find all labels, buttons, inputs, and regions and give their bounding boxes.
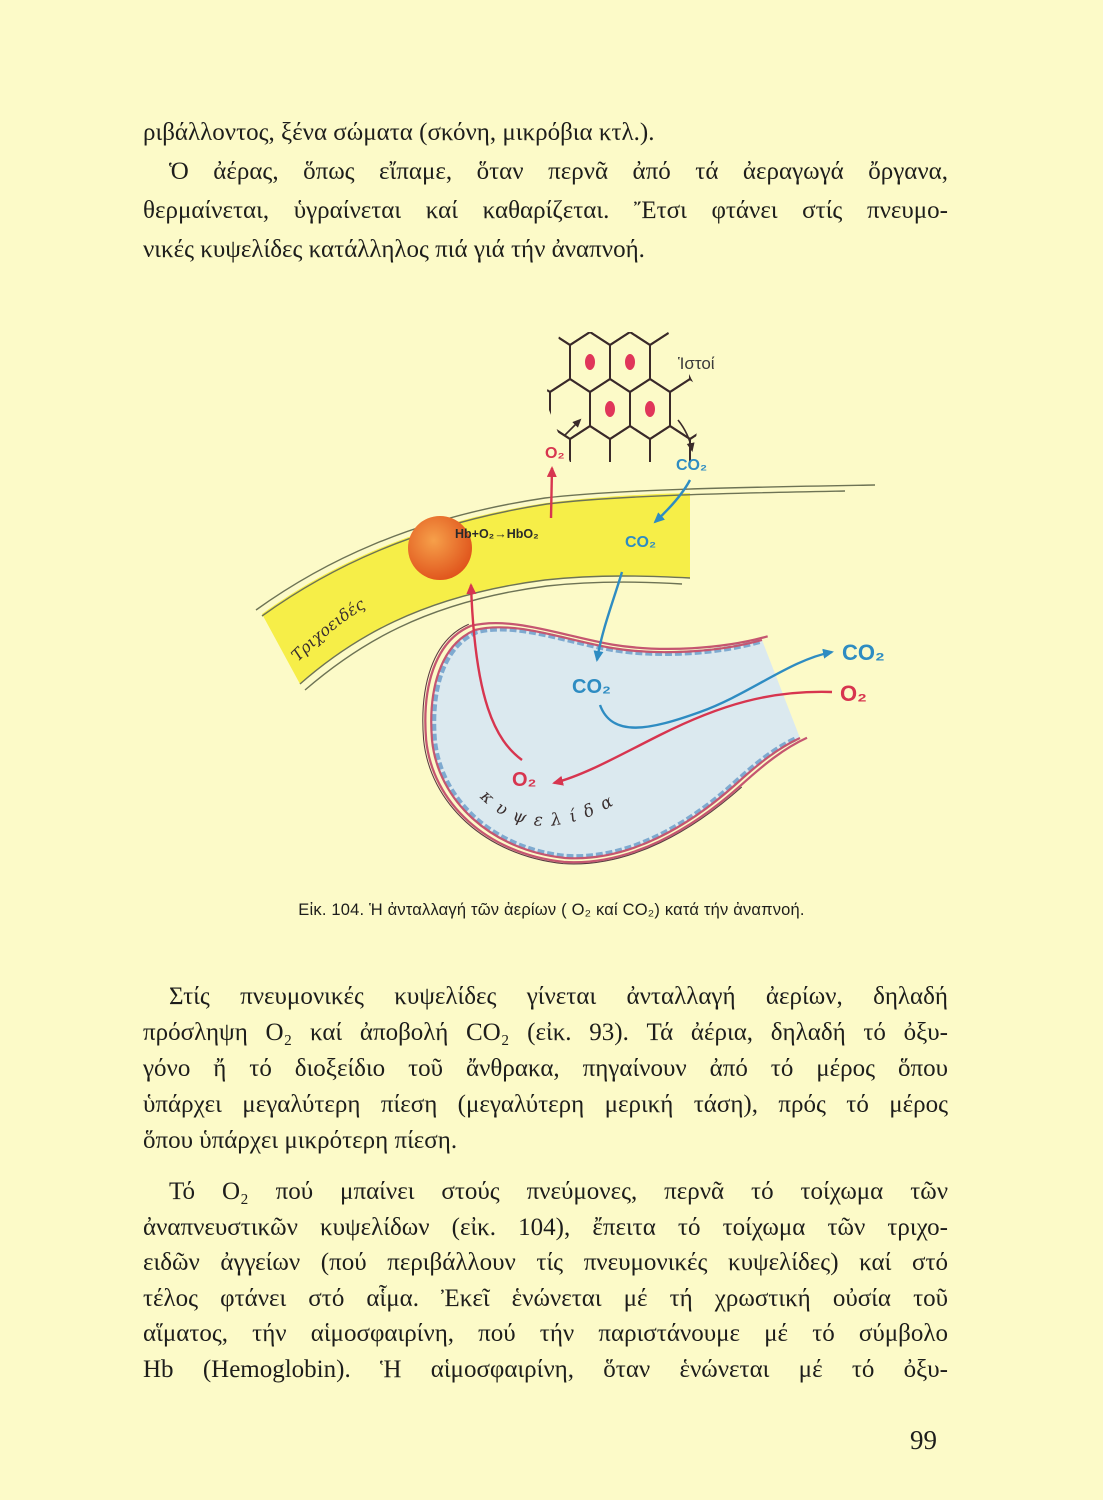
capillary-co2-label: CO₂	[625, 534, 657, 551]
text-line: νικές κυψελίδες κατάλληλος πιά γιά τήν ἀναπνοή.	[143, 236, 645, 263]
tissue-cell	[590, 300, 630, 345]
paragraph-3	[143, 1174, 948, 1388]
top-text	[143, 113, 948, 269]
tissue-cell	[570, 426, 610, 486]
cell-nucleus	[585, 354, 595, 370]
page-number: 99	[910, 1425, 937, 1455]
cell-nucleus	[605, 401, 615, 417]
text-line: ὑπάρχει μεγαλύτερη πίεση (μεγαλύτερη μερική τάση), πρός τό μέρος	[143, 1091, 948, 1118]
text-line: αἵματος, τήν αἱμοσφαιρίνη, πού τήν παριστάνουμε μέ τό σύμβολο	[143, 1320, 948, 1348]
text-line: ριβάλλοντος, ξένα σώματα (σκόνη, μικρόβια κτλ.).	[143, 119, 655, 146]
capillary-label-text: Τριχοειδές	[287, 594, 369, 665]
alveolus-o2-label: O₂	[512, 769, 537, 791]
tissue-cell	[650, 426, 690, 486]
red-blood-cell	[408, 516, 472, 580]
exhaled-co2-label: CO₂	[842, 640, 885, 665]
tissue-cell	[690, 426, 730, 486]
inhaled-o2-label: O₂	[840, 681, 867, 706]
text-line: τέλος φτάνει στό αἷμα. Ἐκεῖ ἑνώνεται μέ τή χρωστική οὐσία τοῦ	[143, 1284, 948, 1312]
text-line: Ὁ ἀέρας, ὅπως εἴπαμε, ὅταν περνᾶ ἀπό τά ἀεραγωγά ὄργανα,	[169, 158, 948, 185]
text-line: γόνο ἤ τό διοξείδιο τοῦ ἄνθρακα, πηγαίνουν ἀπό τό μέρος ὅπου	[143, 1055, 948, 1082]
alveolus-co2-label: CO₂	[572, 676, 611, 698]
reaction-label: Hb+O₂→HbO₂	[455, 527, 539, 541]
alveolus-label-text: κυψελίδα	[476, 786, 625, 831]
tissue-cell	[630, 300, 670, 345]
text-line: ειδῶν ἀγγείων (πού περιβάλλουν τίς πνευμονικές κυψελίδες) καί στό	[143, 1249, 948, 1277]
tissue-label: Ἱστοί	[678, 354, 715, 373]
tissue-cell	[610, 426, 650, 486]
figure-caption: Εἰκ. 104. Ἡ ἀνταλλαγή τῶν ἀερίων ( O₂ καί CO₂) κατά τήν ἀναπνοή.	[298, 901, 805, 919]
cell-nucleus	[645, 401, 655, 417]
alveolus	[423, 623, 807, 864]
text-line: Hb (Hemoglobin). Ἡ αἱμοσφαιρίνη, ὅταν ἑνώνεται μέ τό ὀξυ-	[143, 1355, 948, 1383]
text-line: ἀναπνευστικῶν κυψελίδων (εἰκ. 104), ἔπειτα τό τοίχωμα τῶν τριχο-	[143, 1213, 948, 1241]
text-line: πρόσληψη O₂ καί ἀποβολή CO₂ (εἰκ. 93). Τά ἀέρια, δηλαδή τό ὀξυ-	[143, 1019, 948, 1046]
tissue-co2-label: CO₂	[676, 457, 708, 474]
paragraph-2	[143, 979, 948, 1159]
gas-exchange-diagram	[0, 300, 1103, 890]
text-line: θερμαίνεται, ὑγραίνεται καί καθαρίζεται. Ἔτσι φτάνει στίς πνευμο-	[143, 197, 948, 224]
o2-to-tissue-arrow	[551, 468, 552, 518]
tissue-o2-label: O₂	[545, 445, 565, 462]
text-line: Τό O₂ πού μπαίνει στούς πνεύμονες, περνᾶ τό τοίχωμα τῶν	[169, 1178, 948, 1205]
tissue-cell	[550, 300, 590, 345]
text-line: Στίς πνευμονικές κυψελίδες γίνεται ἀνταλλαγή ἀερίων, δηλαδή	[169, 983, 948, 1010]
text-line: ὅπου ὑπάρχει μικρότερη πίεση.	[143, 1127, 458, 1154]
alveolus-space	[431, 627, 800, 858]
cell-nucleus	[625, 354, 635, 370]
